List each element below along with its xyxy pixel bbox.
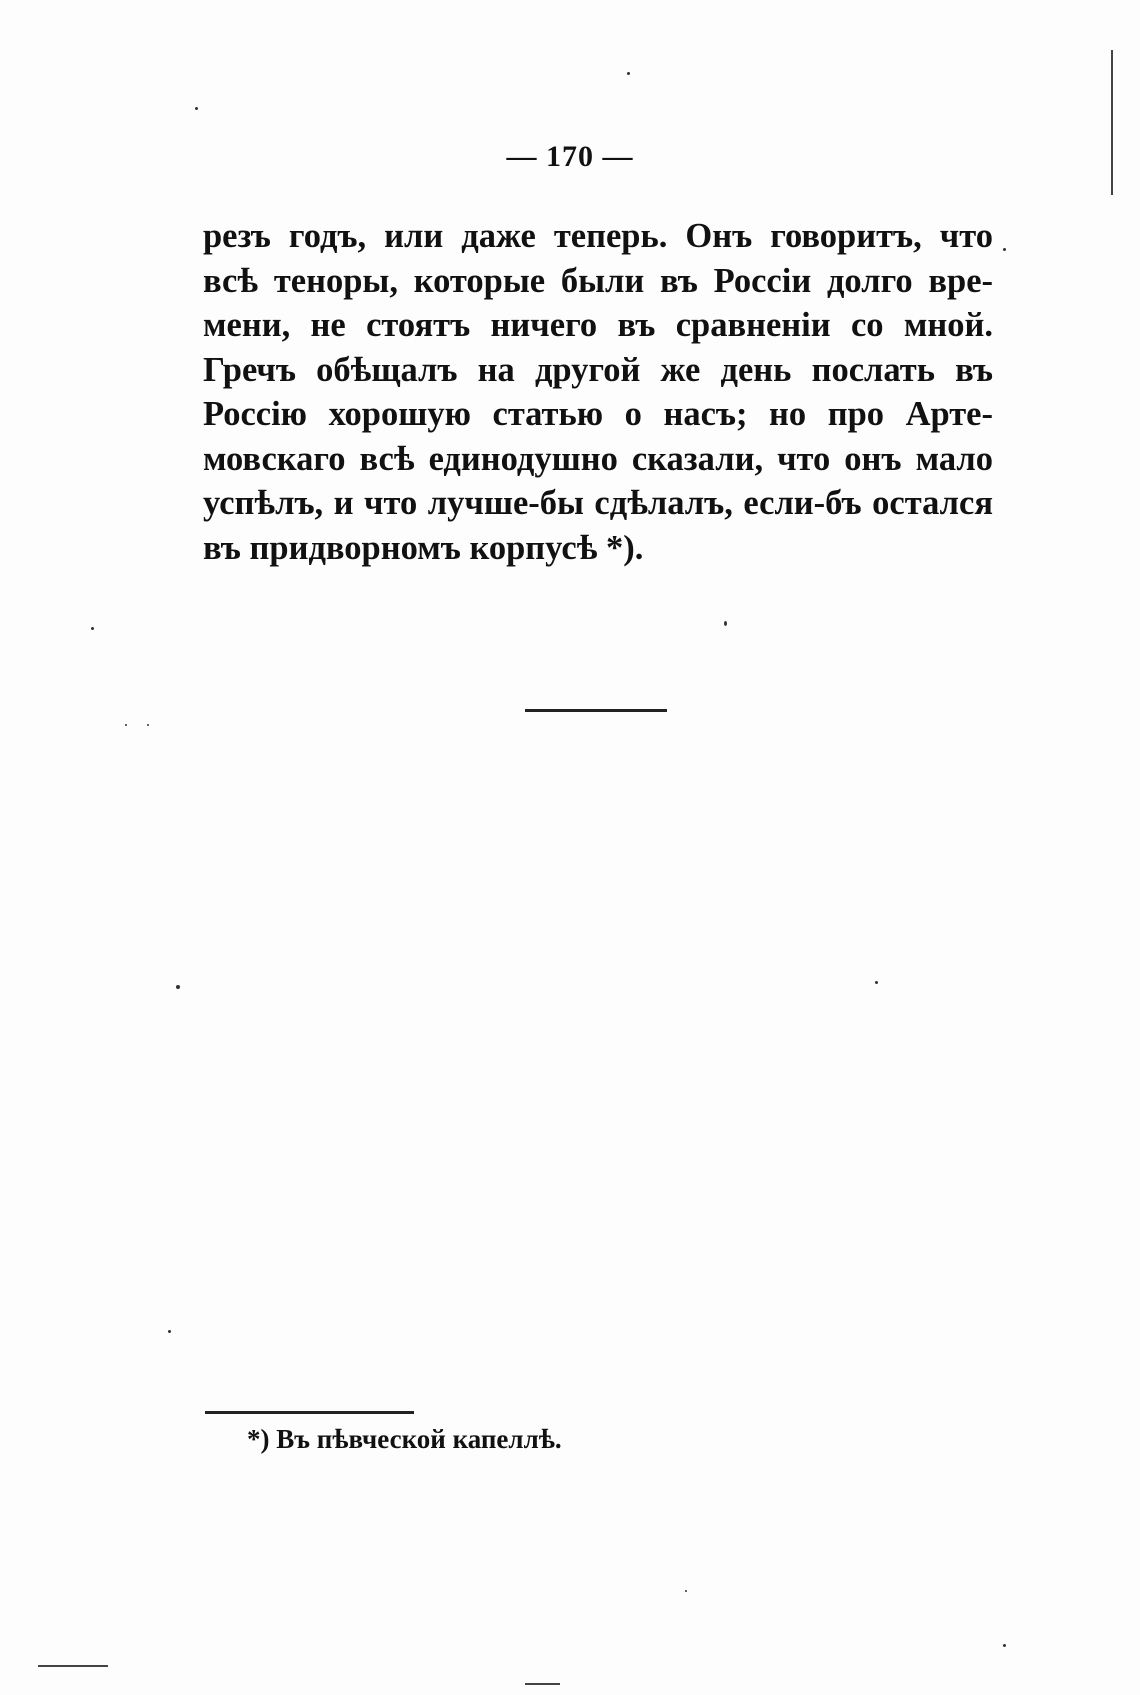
scan-speck (1003, 1644, 1006, 1647)
text-line: всѣ теноры, которые были въ Россіи долго вре- (203, 261, 993, 300)
text-line: мовскаго всѣ единодушно сказали, что онъ мало (203, 439, 993, 478)
scan-speck (168, 1330, 171, 1333)
footnote: *) Въ пѣвческой капеллѣ. (247, 1424, 562, 1454)
text-line: Гречъ обѣщалъ на другой же день послать въ (203, 350, 993, 389)
scan-speck (91, 627, 94, 630)
scan-speck (685, 1590, 687, 1592)
text-line: Россію хорошую статью о насъ; но про Арте- (203, 395, 993, 433)
scan-speck (1003, 248, 1006, 251)
scan-edge-mark (525, 1683, 560, 1685)
scan-speck (195, 107, 198, 110)
scan-edge-mark (38, 1665, 108, 1667)
scan-speck (125, 724, 127, 726)
text-line: успѣлъ, и что лучше-бы сдѣлалъ, если-бъ остался (203, 484, 993, 522)
scan-speck (724, 621, 727, 626)
section-end-rule (525, 709, 667, 712)
text-line: въ придворномъ корпусѣ *). (203, 528, 644, 567)
text-line: резъ годъ, или даже теперь. Онъ говоритъ, что (203, 217, 993, 255)
scan-speck (147, 724, 149, 726)
scan-speck (627, 72, 630, 75)
scan-speck (875, 981, 878, 984)
text-line: мени, не стоятъ ничего въ сравненіи со мной. (203, 306, 993, 344)
scan-edge-mark (1111, 50, 1113, 195)
page-number: — 170 — (506, 140, 634, 173)
footnote-rule (205, 1411, 414, 1414)
body-text (203, 214, 993, 570)
scan-speck (176, 985, 180, 989)
